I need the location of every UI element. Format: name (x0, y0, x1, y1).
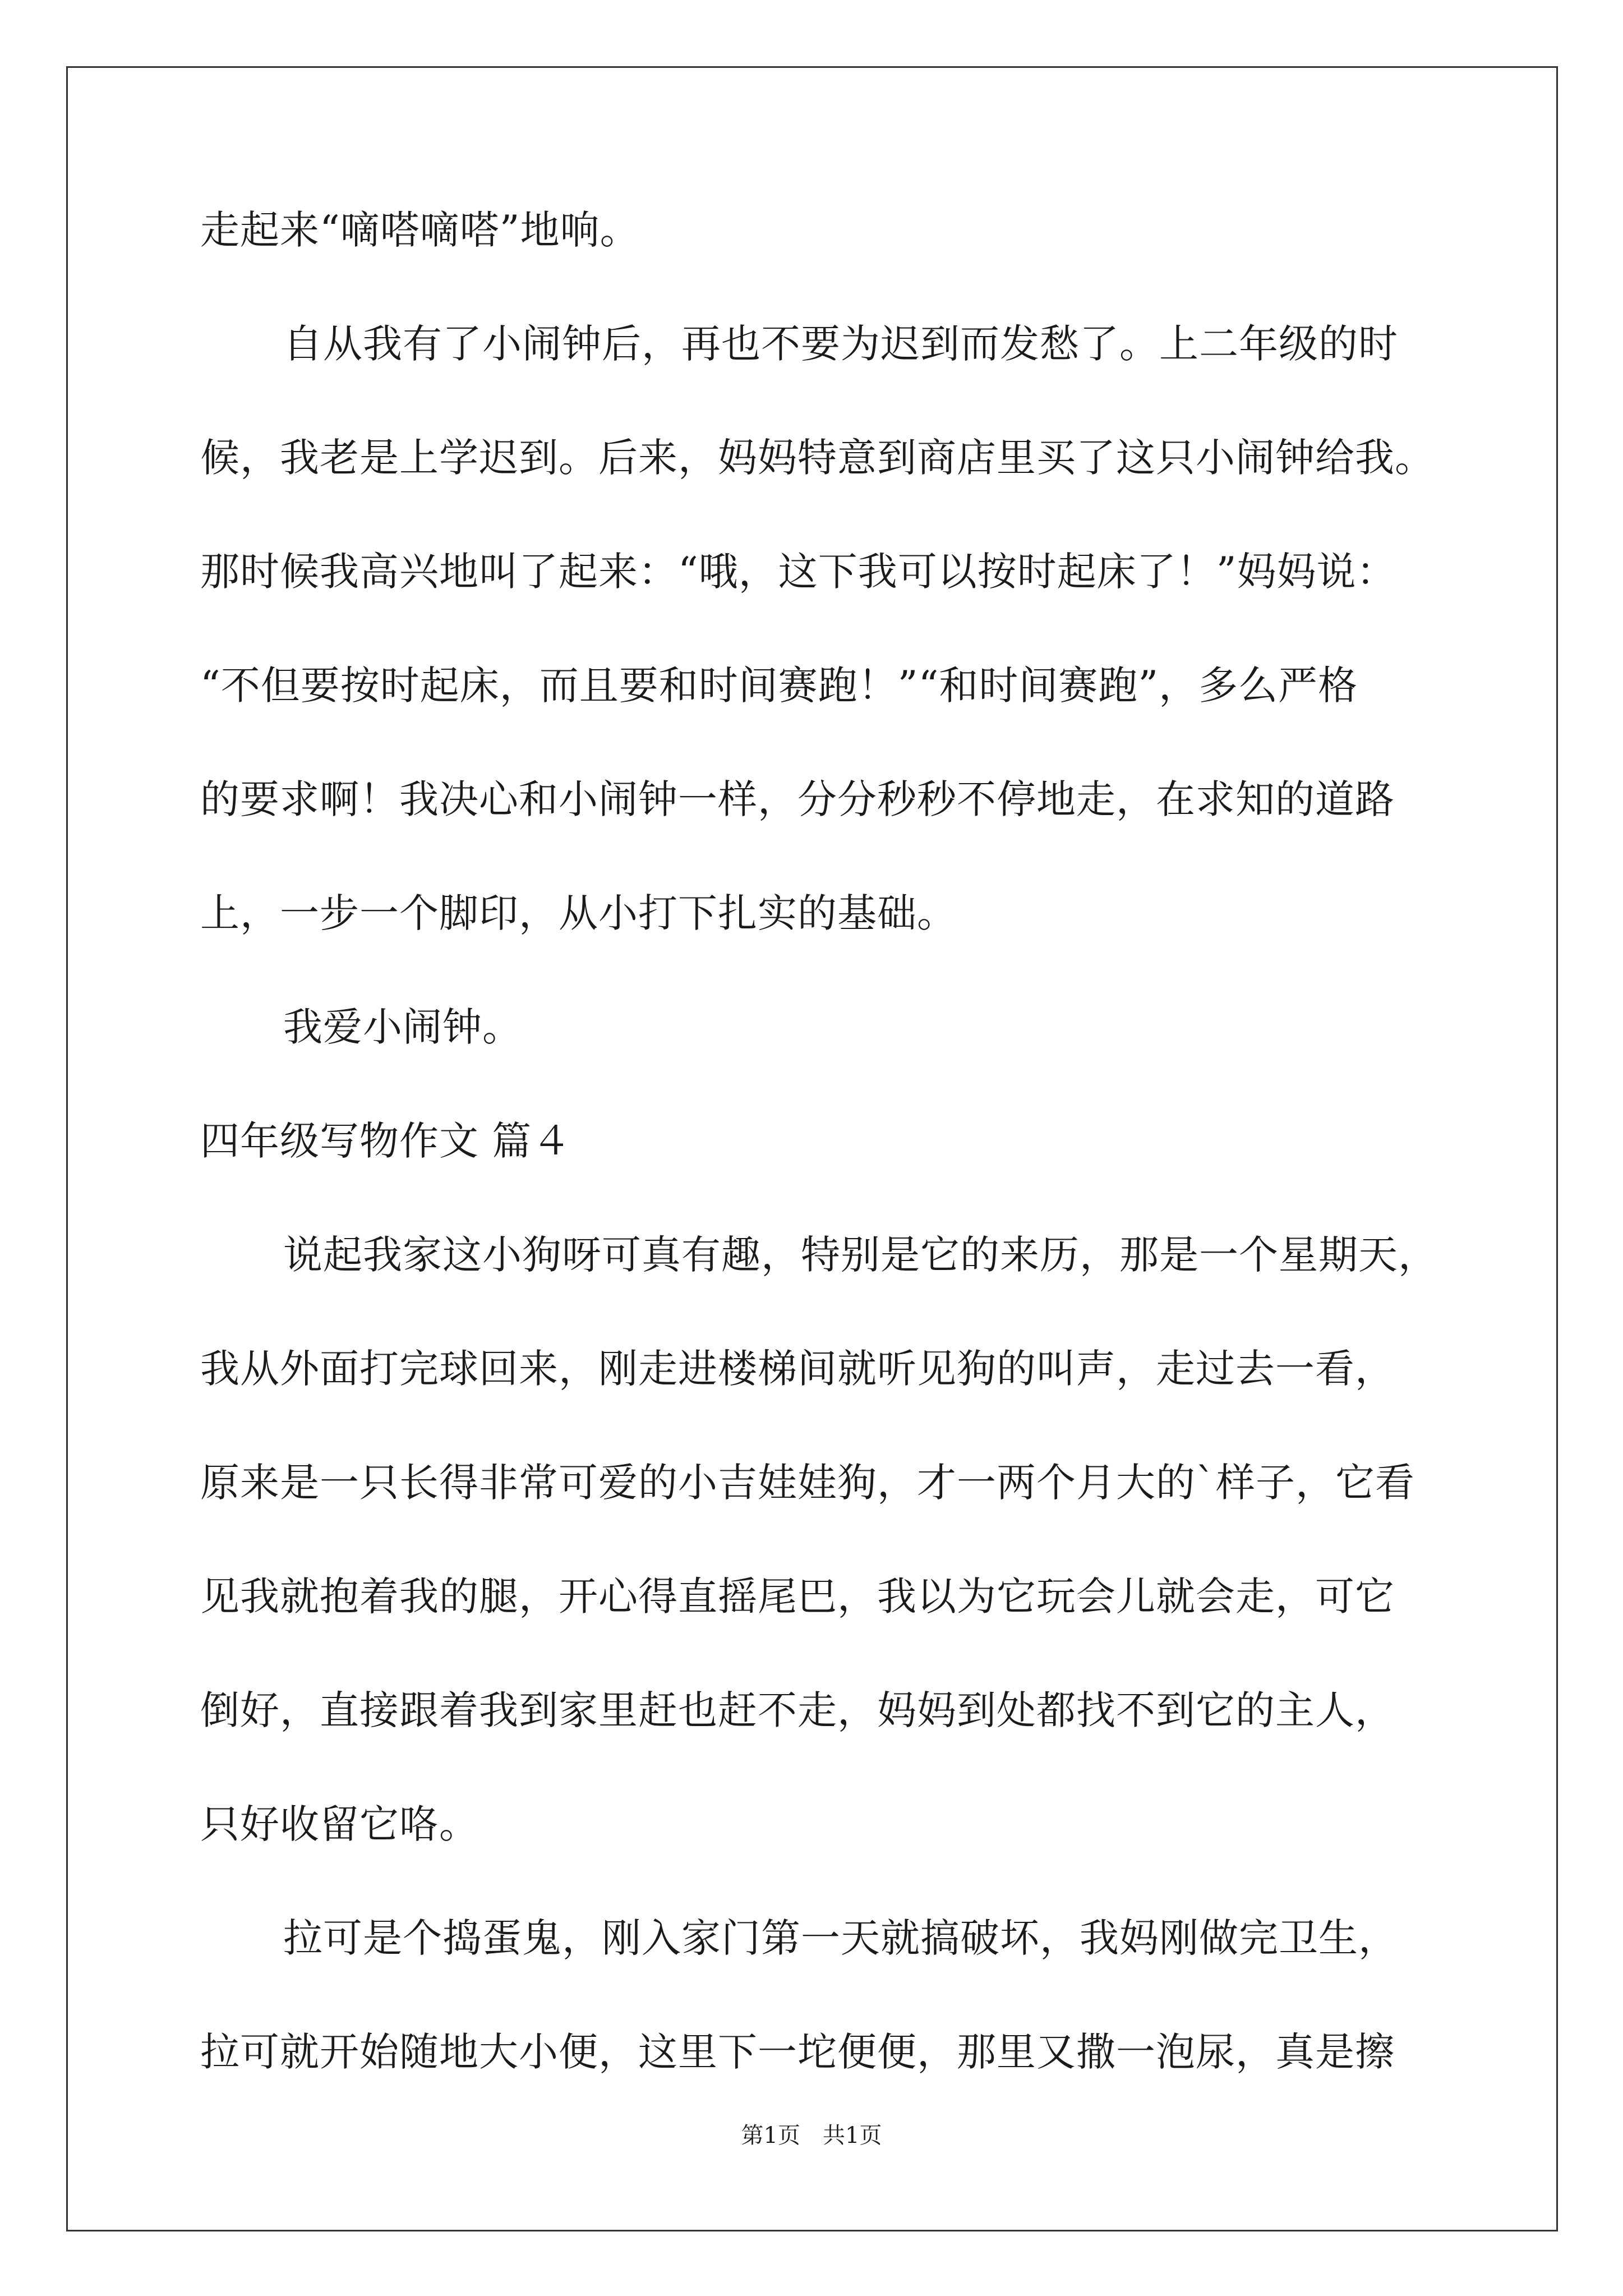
text-line: 我从外面打完球回来，刚走进楼梯间就听见狗的叫声，走过去一看， (200, 1346, 1395, 1392)
text-line: 拉可就开始随地大小便，这里下一坨便便，那里又撒一泡尿，真是擦 (200, 2029, 1395, 2075)
text-line: “不但要按时起床，而且要和时间赛跑！”“和时间赛跑”，多么严格 (200, 662, 1358, 708)
text-line: 自从我有了小闹钟后，再也不要为迟到而发愁了。上二年级的时 (283, 321, 1398, 367)
section-heading: 四年级写物作文 篇４ (200, 1118, 572, 1164)
page-number-footer: 第1页 共1页 (741, 2123, 882, 2148)
text-line: 原来是一只长得非常可爱的小吉娃娃狗，才一两个月大的`样子，它看 (200, 1460, 1415, 1506)
text-line: 我爱小闹钟。 (283, 1004, 522, 1050)
text-line: 候，我老是上学迟到。后来，妈妈特意到商店里买了这只小闹钟给我。 (200, 435, 1435, 481)
text-line: 说起我家这小狗呀可真有趣，特别是它的来历，那是一个星期天， (283, 1232, 1438, 1278)
text-line: 只好收留它咯。 (200, 1801, 479, 1847)
text-line: 走起来“嘀嗒嘀嗒”地响。 (200, 207, 640, 253)
text-line: 那时候我高兴地叫了起来：“哦，这下我可以按时起床了！”妈妈说： (200, 549, 1396, 595)
text-line: 见我就抱着我的腿，开心得直摇尾巴，我以为它玩会儿就会走，可它 (200, 1573, 1395, 1619)
text-line: 的要求啊！我决心和小闹钟一样，分分秒秒不停地走，在求知的道路 (200, 776, 1395, 822)
text-line: 上，一步一个脚印，从小打下扎实的基础。 (200, 890, 957, 936)
text-line: 倒好，直接跟着我到家里赶也赶不走，妈妈到处都找不到它的主人， (200, 1687, 1395, 1733)
text-line: 拉可是个捣蛋鬼，刚入家门第一天就搞破坏，我妈刚做完卫生， (283, 1915, 1398, 1961)
